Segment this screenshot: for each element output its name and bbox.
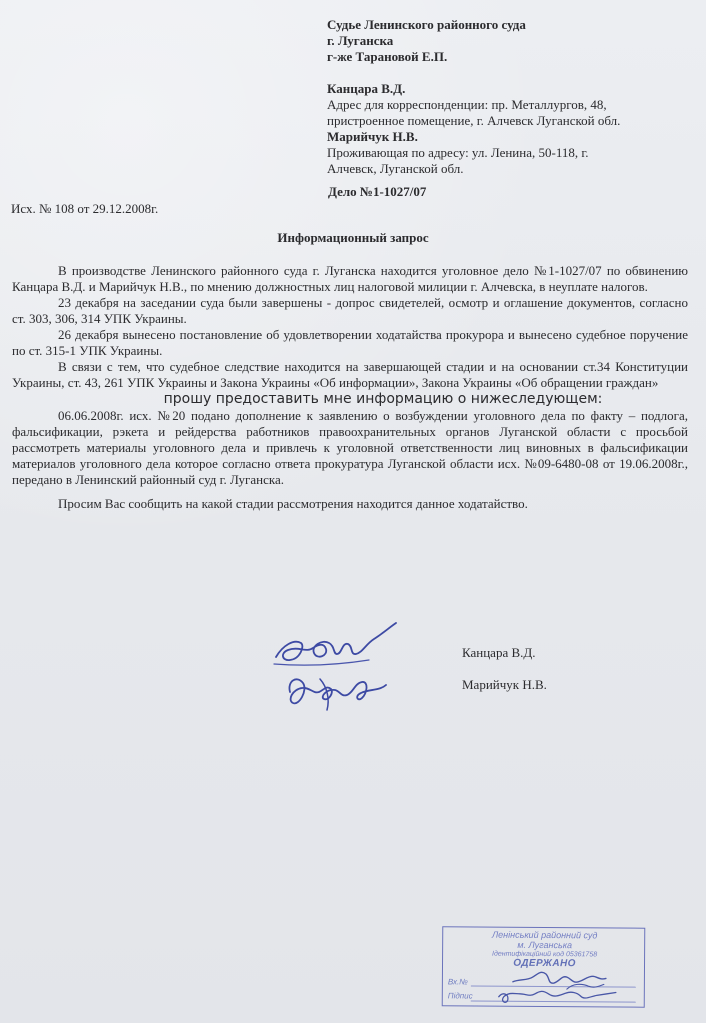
court-received-stamp [442, 926, 646, 1007]
sender-address-1-line-1: Адрес для корреспонденции: пр. Металлургов, 48, [327, 97, 607, 112]
addressee-line-1: Судье Ленинского районного суда [327, 17, 526, 32]
stamp-signature-label: Підпис [447, 991, 473, 1001]
stamp-received-label: ОДЕРЖАНО [513, 957, 576, 970]
handwritten-signatures [268, 615, 413, 725]
addressee-line-3: г-же Тарановой Е.П. [327, 49, 448, 64]
body-paragraph-1: В производстве Ленинского районного суда г. Луганска находится уголовное дело №1-1027/07 по обвинению Канцара В.Д. и Марийчук Н.В., по мнению должностных лиц налоговой милиции г. Алчевска, в неуплате налогов. [12, 263, 688, 294]
request-line: прошу предоставить мне информацию о нижеследующем: [163, 391, 603, 407]
addressee-line-2: г. Луганска [327, 33, 394, 48]
outgoing-reference: Исх. № 108 от 29.12.2008г. [11, 201, 159, 216]
body-paragraph-4: В связи с тем, что судебное следствие находится на завершающей стадии и на основании ст.34 Конституции Украины, ст. 43, 261 УПК Украины и Закона Украины «Об информации», Закона Украины «Об обращении граждан» [12, 359, 688, 390]
sender-address-2-line-1: Проживающая по адресу: ул. Ленина, 50-118, г. [327, 145, 589, 160]
stamp-incoming-label: Вх.№ [447, 977, 468, 987]
stamp-signature-line [471, 1000, 636, 1002]
stamp-incoming-handwriting [513, 972, 606, 983]
signer-2-name: Марийчук Н.В. [462, 677, 547, 692]
body-paragraph-2: 23 декабря на заседании суда были завершены - допрос свидетелей, осмотр и оглашение документов, согласно ст. 303, 306, 314 УПК Украины. [12, 295, 688, 326]
addressee-block [327, 17, 687, 65]
body-paragraph-6: Просим Вас сообщить на какой стадии рассмотрения находится данное ходатайство. [58, 496, 528, 511]
sender-address-2-line-2: Алчевск, Луганской обл. [327, 161, 464, 176]
sender-name-2: Марийчук Н.В. [327, 129, 418, 144]
sender-block [327, 81, 697, 177]
case-number: Дело №1-1027/07 [328, 184, 427, 199]
stamp-court-name: Ленінський районний суд [491, 929, 598, 941]
signature-1-stroke [276, 623, 396, 660]
stamp-city: м. Луганська [517, 939, 573, 951]
sender-address-1-line-2: пристроенное помещение, г. Алчевск Луганской обл. [327, 113, 621, 128]
document-body [12, 263, 688, 512]
signature-2-stroke [289, 679, 386, 703]
stamp-id-code: Ідентифікаційний код 05361758 [492, 950, 598, 959]
document-title: Информационный запрос [277, 230, 429, 245]
signer-1-name: Канцара В.Д. [462, 645, 536, 660]
stamp-incoming-line [471, 985, 636, 987]
body-paragraph-3: 26 декабря вынесено постановление об удовлетворении ходатайства прокурора и вынесено судебное поручение по ст. 315-1 УПК Украины. [12, 327, 688, 358]
sender-name-1: Канцара В.Д. [327, 81, 406, 96]
body-paragraph-5: 06.06.2008г. исх. №20 подано дополнение к заявлению о возбуждении уголовного дела по факту – подлога, фальсификации, рэкета и рейдерства работников правоохранительных органов Луганской области с просьбой рассмотреть материалы уголовного дела и привлечь к уголовной ответственности лиц виновных в фальсификации материалов уголовного дела которое согласно ответа прокуратура Луганской области исх. №09-6480-08 от 19.06.2008г., передано в Ленинский районный суд г. Луганска. [12, 408, 688, 487]
